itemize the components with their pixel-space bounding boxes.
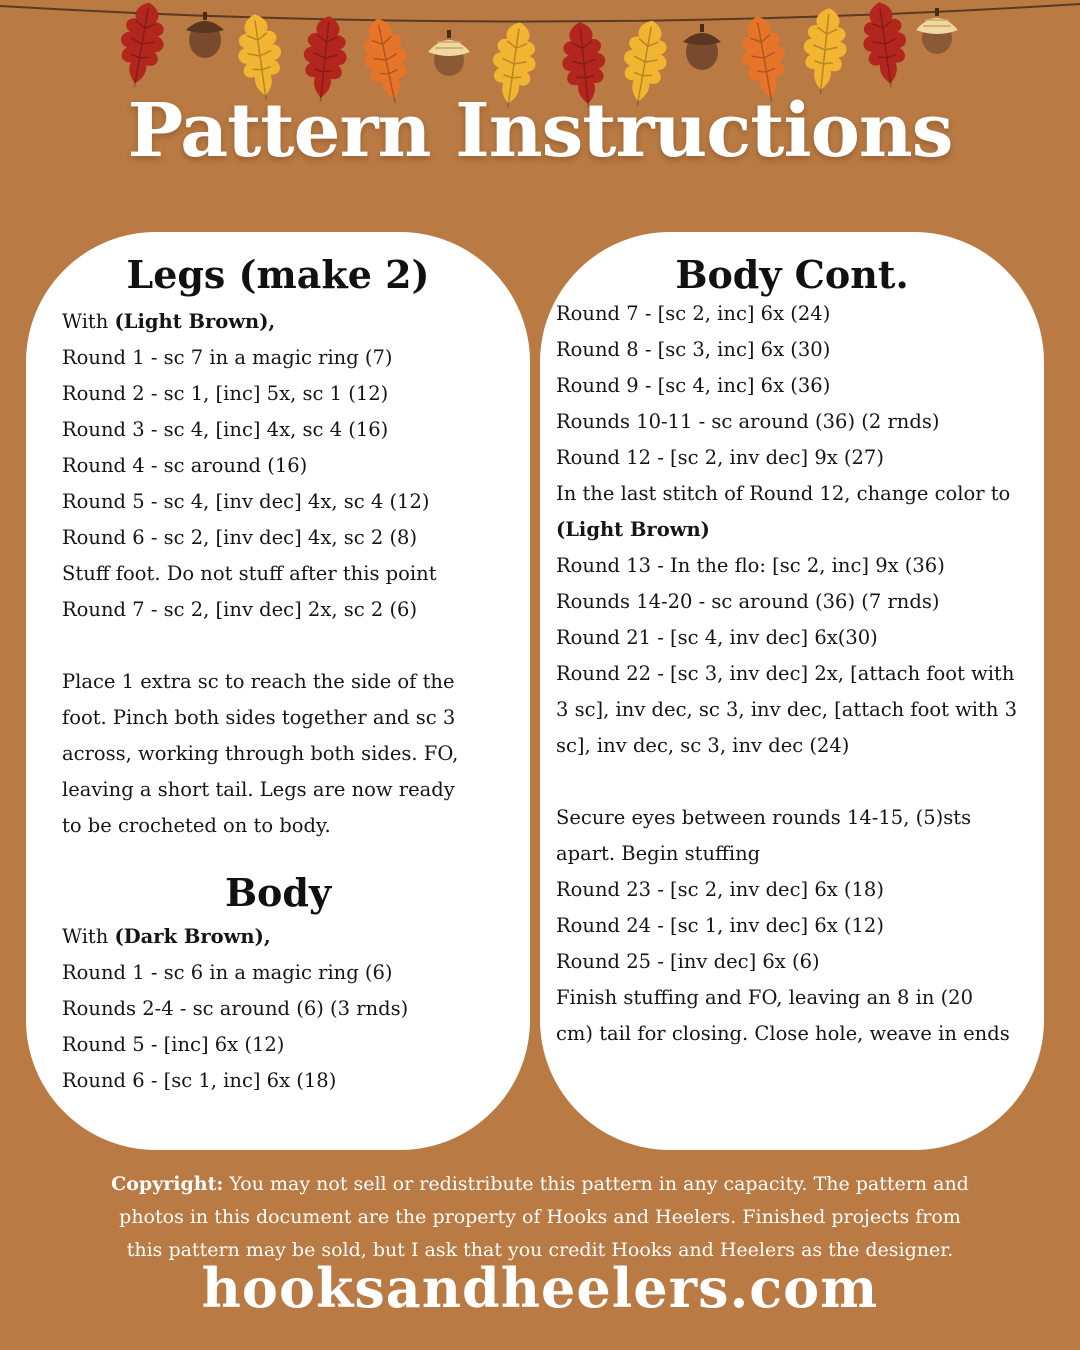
instruction-line: Round 2 - sc 1, [inc] 5x, sc 1 (12) <box>62 382 389 405</box>
legs-heading: Legs (make 2) <box>126 252 430 297</box>
copyright-line: this pattern may be sold, but I ask that you credit Hooks and Heelers as the designer. <box>126 1239 954 1261</box>
intro-prefix: With <box>62 925 115 948</box>
body-instructions <box>62 919 408 1099</box>
instruction-line: Round 23 - [sc 2, inv dec] 6x (18) <box>556 878 884 901</box>
instruction-line: Place 1 extra sc to reach the side of the <box>62 670 455 693</box>
instruction-line: sc], inv dec, sc 3, inv dec (24) <box>556 734 850 757</box>
instruction-line: Round 1 - sc 6 in a magic ring (6) <box>62 961 393 984</box>
instruction-line: leaving a short tail. Legs are now ready <box>62 778 455 801</box>
copyright-line <box>0 1168 1080 1201</box>
copyright-line: photos in this document are the property of Hooks and Heelers. Finished projects from <box>119 1206 961 1228</box>
instruction-line: Round 22 - [sc 3, inv dec] 2x, [attach foot with <box>556 662 1015 685</box>
yarn-color: (Dark Brown), <box>114 925 271 948</box>
instruction-line: Round 4 - sc around (16) <box>62 454 308 477</box>
legs-intro <box>62 304 458 340</box>
instruction-line: Round 6 - sc 2, [inv dec] 4x, sc 2 (8) <box>62 526 418 549</box>
instruction-line: Round 6 - [sc 1, inc] 6x (18) <box>62 1069 337 1092</box>
instruction-line: foot. Pinch both sides together and sc 3 <box>62 706 456 729</box>
body-cont-instructions <box>556 296 1017 1052</box>
color-change-label <box>556 512 1017 548</box>
acorn-icon <box>428 30 470 76</box>
website-url: hooksandheelers.com <box>201 1256 879 1320</box>
instruction-line: 3 sc], inv dec, sc 3, inv dec, [attach foot with 3 <box>556 698 1018 721</box>
legs-instructions <box>62 304 458 844</box>
acorn-icon <box>916 8 958 54</box>
instruction-line: Rounds 10-11 - sc around (36) (2 rnds) <box>556 410 940 433</box>
yarn-color: (Light Brown) <box>556 518 710 541</box>
instruction-line: Secure eyes between rounds 14-15, (5)sts <box>556 806 972 829</box>
acorn-icon <box>683 24 721 70</box>
page-title: Pattern Instructions <box>127 88 953 174</box>
instruction-line: Round 24 - [sc 1, inv dec] 6x (12) <box>556 914 884 937</box>
instruction-line: Round 13 - In the flo: [sc 2, inc] 9x (36) <box>556 554 945 577</box>
intro-prefix: With <box>62 310 115 333</box>
instruction-line: Round 5 - sc 4, [inv dec] 4x, sc 4 (12) <box>62 490 430 513</box>
copyright-label: Copyright: <box>111 1173 224 1195</box>
instruction-line: Rounds 2-4 - sc around (6) (3 rnds) <box>62 997 409 1020</box>
instruction-line: Round 25 - [inv dec] 6x (6) <box>556 950 820 973</box>
copyright-text: You may not sell or redistribute this pattern in any capacity. The pattern and <box>223 1173 969 1195</box>
copyright-notice <box>0 1168 1080 1267</box>
garland-string <box>0 4 1080 22</box>
instruction-line: Round 9 - [sc 4, inc] 6x (36) <box>556 374 831 397</box>
yarn-color: (Light Brown), <box>114 310 276 333</box>
body-cont-heading: Body Cont. <box>675 252 909 297</box>
body-heading: Body <box>224 870 332 915</box>
instruction-line: Finish stuffing and FO, leaving an 8 in (20 <box>556 986 973 1009</box>
oak-leaf-icon <box>799 6 851 96</box>
instruction-line: across, working through both sides. FO, <box>62 742 459 765</box>
instruction-line: cm) tail for closing. Close hole, weave in ends <box>556 1022 1010 1045</box>
instruction-line: Round 7 - [sc 2, inc] 6x (24) <box>556 302 831 325</box>
body-intro <box>62 919 408 955</box>
acorn-icon <box>186 12 224 58</box>
instruction-line: to be crocheted on to body. <box>62 814 331 837</box>
instruction-line: Round 21 - [sc 4, inv dec] 6x(30) <box>556 626 878 649</box>
instruction-line: apart. Begin stuffing <box>556 842 761 865</box>
instruction-line: Rounds 14-20 - sc around (36) (7 rnds) <box>556 590 940 613</box>
instruction-line: Round 7 - sc 2, [inv dec] 2x, sc 2 (6) <box>62 598 418 621</box>
instruction-line: Round 8 - [sc 3, inc] 6x (30) <box>556 338 831 361</box>
instruction-line: Round 12 - [sc 2, inv dec] 9x (27) <box>556 446 884 469</box>
instruction-line: Round 3 - sc 4, [inc] 4x, sc 4 (16) <box>62 418 389 441</box>
instruction-line: Stuff foot. Do not stuff after this point <box>62 562 437 585</box>
instruction-line: Round 1 - sc 7 in a magic ring (7) <box>62 346 393 369</box>
instruction-line: Round 5 - [inc] 6x (12) <box>62 1033 285 1056</box>
instruction-line: In the last stitch of Round 12, change color to <box>556 482 1011 505</box>
